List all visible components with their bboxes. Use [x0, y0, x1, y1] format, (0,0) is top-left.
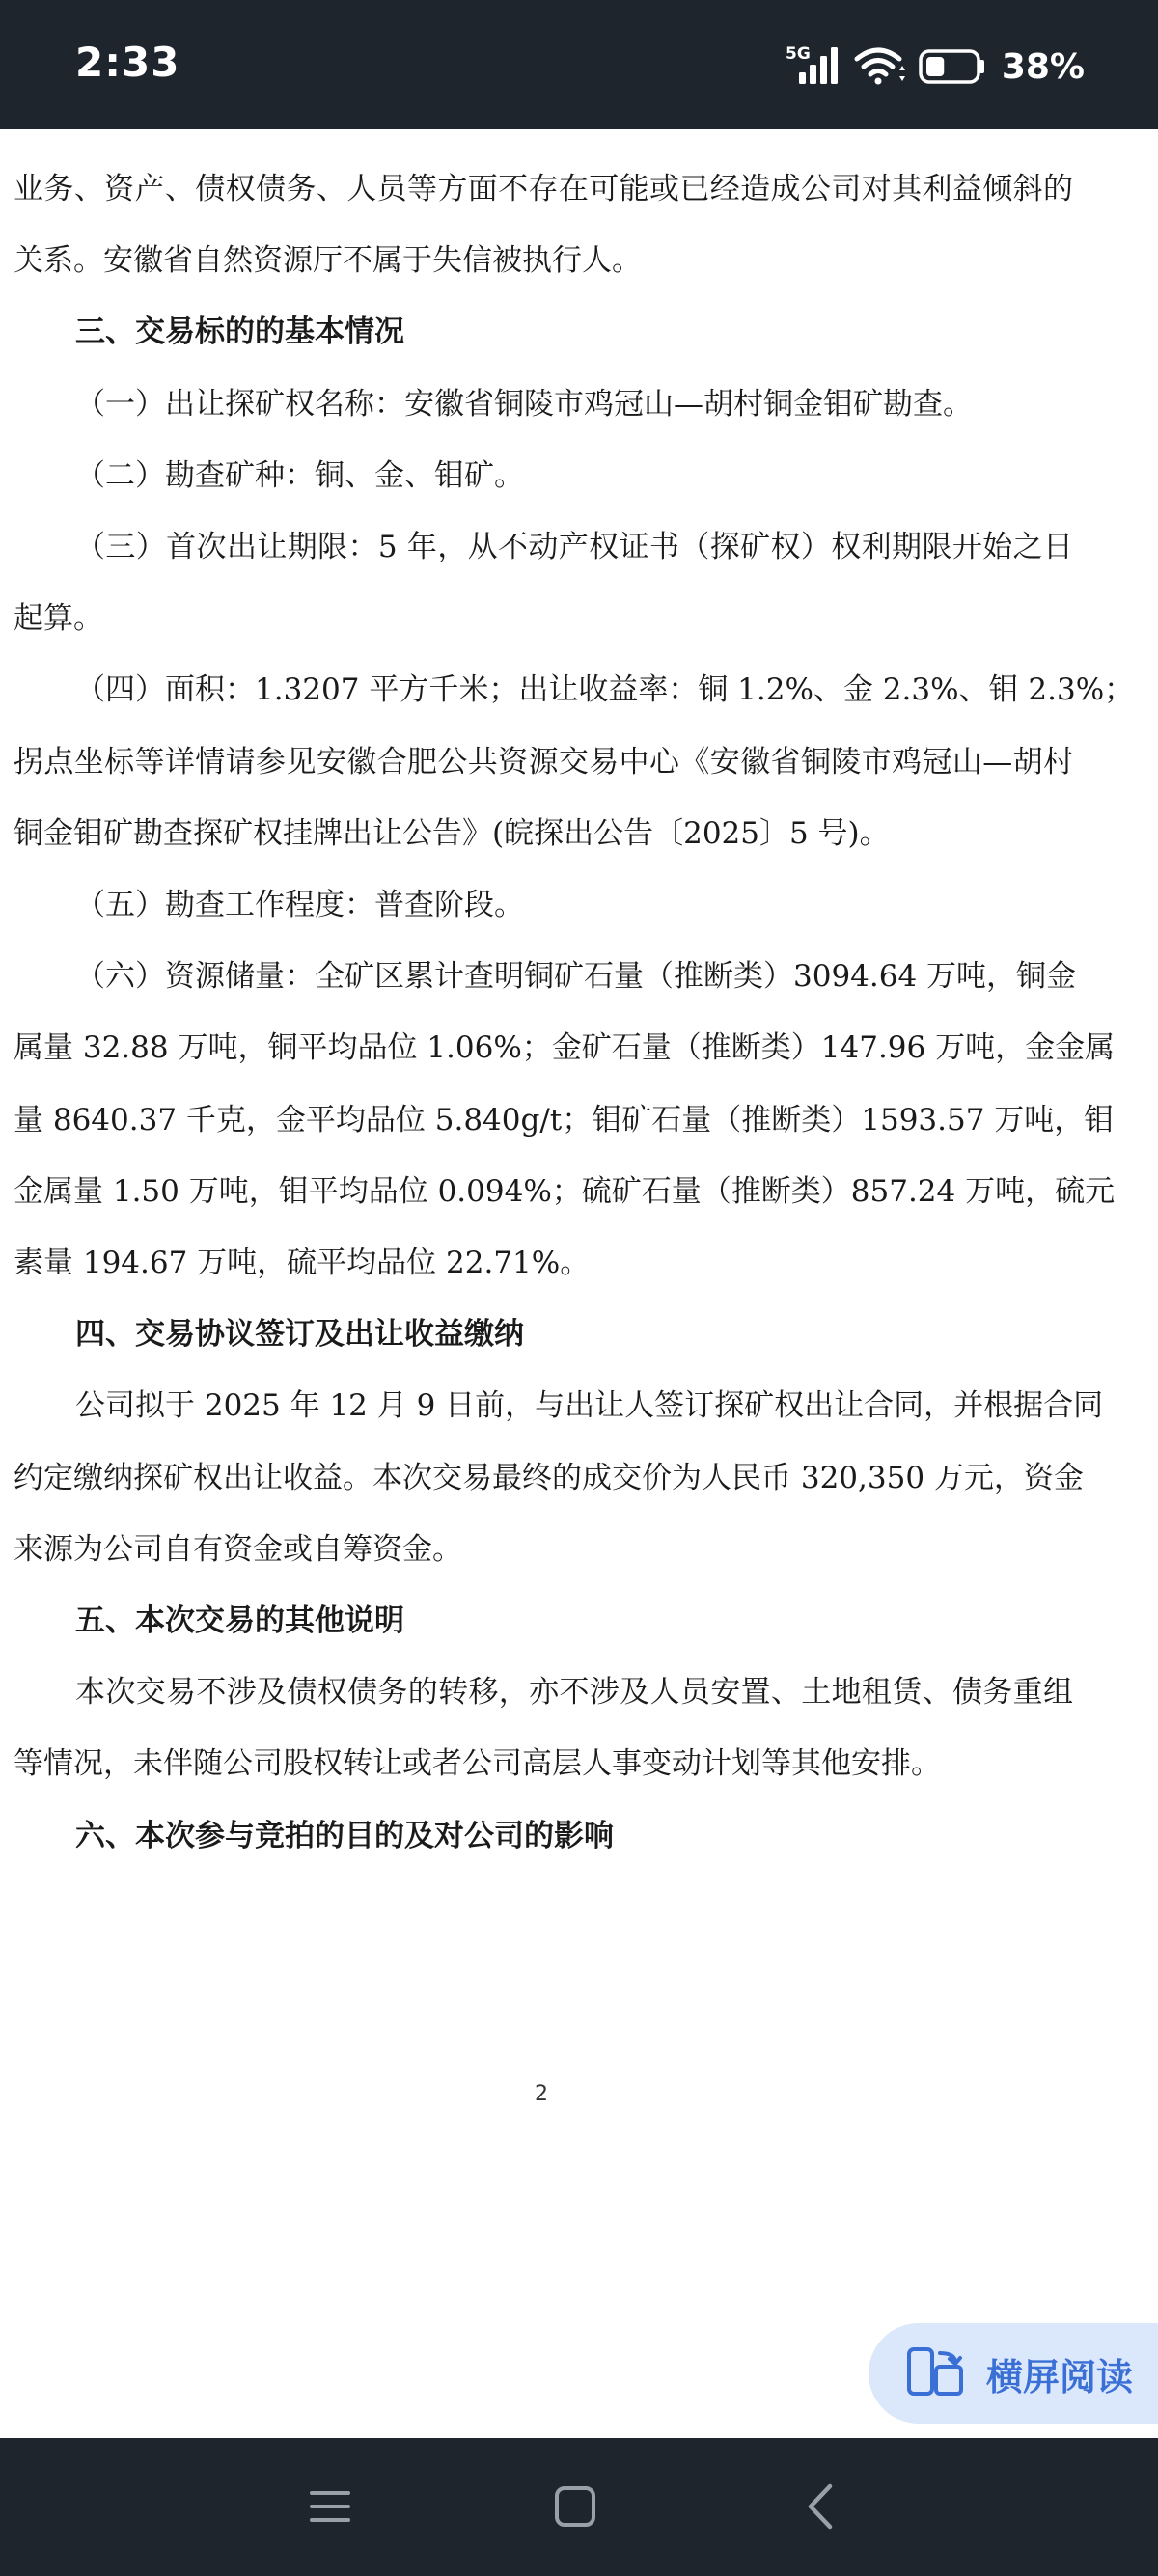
page-number: 2	[535, 2082, 548, 2106]
battery-icon	[919, 47, 986, 86]
wifi-icon	[853, 43, 907, 90]
document-line: （四）面积：1.3207 平方千米；出让收益率：铜 1.2%、金 2.3%、钼 2.3%；	[75, 672, 1135, 708]
document-line: 来源为公司自有资金或自筹资金。	[14, 1531, 462, 1567]
signal-icon	[786, 43, 841, 90]
document-line: （五）勘查工作程度：普查阶段。	[75, 888, 524, 922]
document-line: （一）出让探矿权名称：安徽省铜陵市鸡冠山—胡村铜金钼矿勘查。	[75, 386, 973, 422]
document-page[interactable]	[0, 129, 1158, 2438]
back-icon	[801, 2482, 840, 2531]
rotate-screen-icon	[905, 2345, 965, 2401]
section-heading: 五、本次交易的其他说明	[75, 1603, 404, 1638]
document-line: 拐点坐标等详情请参见安徽合肥公共资源交易中心《安徽省铜陵市鸡冠山—胡村	[14, 744, 1073, 780]
document-line: 等情况，未伴随公司股权转让或者公司高层人事变动计划等其他安排。	[14, 1746, 941, 1782]
document-line: 铜金钼矿勘查探矿权挂牌出让公告》(皖探出公告〔2025〕5 号)。	[14, 815, 890, 851]
document-line: 关系。安徽省自然资源厅不属于失信被执行人。	[14, 243, 642, 279]
document-line: 公司拟于 2025 年 12 月 9 日前，与出让人签订探矿权出让合同，并根据合同	[75, 1388, 1104, 1424]
landscape-reading-button[interactable]	[868, 2323, 1158, 2424]
menu-button[interactable]	[291, 2473, 369, 2540]
document-line: 约定缴纳探矿权出让收益。本次交易最终的成交价为人民币 320,350 万元，资金	[14, 1460, 1084, 1495]
navigation-bar	[0, 2438, 1158, 2576]
document-line: 金属量 1.50 万吨，钼平均品位 0.094%；硫矿石量（推断类）857.24 万吨，硫元	[14, 1173, 1116, 1209]
status-icons	[786, 42, 1085, 91]
menu-icon	[308, 2487, 352, 2526]
document-line: （二）勘查矿种：铜、金、钼矿。	[75, 457, 524, 493]
status-time: 2:33	[75, 39, 180, 86]
status-bar	[0, 0, 1158, 129]
document-line: 量 8640.37 千克，金平均品位 5.840g/t；钼矿石量（推断类）1593.57 万吨，钼	[14, 1102, 1115, 1137]
document-line: （六）资源储量：全矿区累计查明铜矿石量（推断类）3094.64 万吨，铜金	[75, 959, 1077, 995]
landscape-reading-label: 横屏阅读	[986, 2355, 1134, 2398]
document-line: 素量 194.67 万吨，硫平均品位 22.71%。	[14, 1246, 591, 1280]
home-button[interactable]	[537, 2473, 614, 2540]
section-heading: 三、交易标的的基本情况	[75, 315, 404, 350]
section-heading: 六、本次参与竞拍的目的及对公司的影响	[75, 1818, 614, 1853]
document-line: 本次交易不涉及债权债务的转移，亦不涉及人员安置、土地租赁、债务重组	[75, 1675, 1073, 1711]
home-icon	[553, 2484, 597, 2529]
document-line: 起算。	[14, 601, 103, 637]
document-line: 属量 32.88 万吨，铜平均品位 1.06%；金矿石量（推断类）147.96 万吨，金金属	[14, 1030, 1116, 1066]
section-heading: 四、交易协议签订及出让收益缴纳	[75, 1317, 524, 1353]
network-type-label: 5G	[785, 44, 811, 64]
document-line: 业务、资产、债权债务、人员等方面不存在可能或已经造成公司对其利益倾斜的	[14, 172, 1073, 206]
document-line: （三）首次出让期限：5 年，从不动产权证书（探矿权）权利期限开始之日	[75, 530, 1073, 564]
back-button[interactable]	[782, 2473, 859, 2540]
battery-percent: 38%	[1001, 46, 1085, 87]
